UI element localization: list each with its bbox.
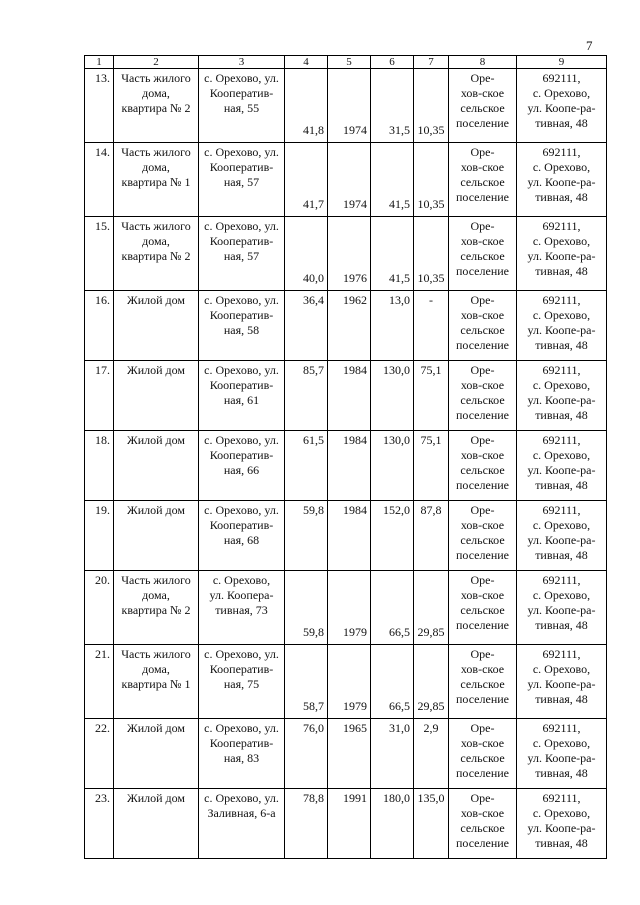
row-number-cell: 18. <box>85 431 114 501</box>
owner-address-cell-line: 692111, <box>542 219 581 233</box>
year-cell: 1979 <box>328 645 371 719</box>
land-area-cell: 31,5 <box>371 69 414 143</box>
owner-cell-line: хов-ское <box>460 308 505 322</box>
owner-cell-line: сельское <box>460 175 505 189</box>
owner-address-cell-line: 692111, <box>542 293 581 307</box>
address-cell <box>199 431 285 501</box>
address-cell-line: Кооператив- <box>209 736 274 750</box>
address-cell-line: Кооператив- <box>209 518 274 532</box>
table-row <box>85 69 607 143</box>
owner-address-cell <box>517 571 607 645</box>
owner-address-cell <box>517 143 607 217</box>
area-cell: 59,8 <box>285 571 328 645</box>
address-cell <box>199 571 285 645</box>
land-area-cell: 13,0 <box>371 291 414 361</box>
owner-cell-line: сельское <box>460 677 505 691</box>
address-cell-line: с. Орехово, ул. <box>204 293 279 307</box>
address-cell <box>199 645 285 719</box>
owner-address-cell-line: ул. Коопе-ра- <box>527 603 596 617</box>
owner-cell-line: Оре- <box>470 293 495 307</box>
owner-address-cell-line: 692111, <box>542 791 581 805</box>
object-name-cell <box>114 431 199 501</box>
table-row <box>85 719 607 789</box>
owner-cell-line: поселение <box>455 618 509 632</box>
value-cell: 75,1 <box>414 431 449 501</box>
object-name-cell-line: Часть жилого <box>121 71 191 85</box>
owner-address-cell-line: с. Орехово, <box>532 86 591 100</box>
address-cell-line: Кооператив- <box>209 234 274 248</box>
table-header-row <box>85 56 607 69</box>
row-number-cell: 17. <box>85 361 114 431</box>
owner-address-cell-line: тивная, 48 <box>535 836 588 850</box>
owner-address-cell <box>517 719 607 789</box>
owner-cell-line: Оре- <box>470 363 495 377</box>
table-row <box>85 291 607 361</box>
owner-cell <box>449 143 517 217</box>
address-cell-line: ная, 57 <box>223 175 260 189</box>
area-cell: 41,7 <box>285 143 328 217</box>
row-number-cell: 23. <box>85 789 114 859</box>
area-cell: 85,7 <box>285 361 328 431</box>
row-number-cell: 13. <box>85 69 114 143</box>
address-cell-line: с. Орехово, ул. <box>204 433 279 447</box>
address-cell <box>199 501 285 571</box>
column-header: 5 <box>328 56 371 69</box>
object-name-cell-line: дома, <box>142 160 170 174</box>
object-name-cell <box>114 361 199 431</box>
owner-address-cell-line: ул. Коопе-ра- <box>527 101 596 115</box>
owner-address-cell-line: с. Орехово, <box>532 378 591 392</box>
address-cell-line: с. Орехово, ул. <box>204 791 279 805</box>
owner-address-cell-line: 692111, <box>542 573 581 587</box>
owner-cell-line: поселение <box>455 548 509 562</box>
address-cell <box>199 361 285 431</box>
address-cell-line: с. Орехово, ул. <box>204 647 279 661</box>
year-cell: 1984 <box>328 501 371 571</box>
column-header: 9 <box>517 56 607 69</box>
object-name-cell <box>114 571 199 645</box>
row-number-cell: 19. <box>85 501 114 571</box>
object-name-cell-line: Жилой дом <box>126 791 186 805</box>
owner-address-cell-line: тивная, 48 <box>535 116 588 130</box>
year-cell: 1974 <box>328 69 371 143</box>
address-cell-line: ная, 57 <box>223 249 260 263</box>
property-table <box>84 55 607 859</box>
address-cell-line: Кооператив- <box>209 308 274 322</box>
owner-cell-line: хов-ское <box>460 378 505 392</box>
row-number-cell: 16. <box>85 291 114 361</box>
owner-cell-line: поселение <box>455 836 509 850</box>
owner-address-cell <box>517 291 607 361</box>
owner-address-cell-line: тивная, 48 <box>535 408 588 422</box>
address-cell-line: Кооператив- <box>209 86 274 100</box>
owner-cell <box>449 69 517 143</box>
owner-address-cell <box>517 217 607 291</box>
owner-cell-line: сельское <box>460 533 505 547</box>
value-cell: 10,35 <box>414 143 449 217</box>
owner-cell <box>449 571 517 645</box>
owner-cell-line: Оре- <box>470 145 495 159</box>
table-row <box>85 645 607 719</box>
owner-cell-line: Оре- <box>470 219 495 233</box>
owner-cell <box>449 645 517 719</box>
address-cell-line: Кооператив- <box>209 448 274 462</box>
table-row <box>85 361 607 431</box>
owner-address-cell-line: ул. Коопе-ра- <box>527 249 596 263</box>
owner-address-cell <box>517 789 607 859</box>
address-cell-line: тивная, 73 <box>215 603 268 617</box>
row-number-cell: 21. <box>85 645 114 719</box>
object-name-cell <box>114 501 199 571</box>
owner-cell-line: сельское <box>460 463 505 477</box>
owner-cell-line: Оре- <box>470 433 495 447</box>
owner-cell-line: Оре- <box>470 791 495 805</box>
owner-cell-line: хов-ское <box>460 448 505 462</box>
address-cell-line: с. Орехово, ул. <box>204 721 279 735</box>
area-cell: 58,7 <box>285 645 328 719</box>
year-cell: 1965 <box>328 719 371 789</box>
land-area-cell: 66,5 <box>371 571 414 645</box>
owner-address-cell-line: ул. Коопе-ра- <box>527 393 596 407</box>
column-header: 8 <box>449 56 517 69</box>
owner-cell-line: хов-ское <box>460 518 505 532</box>
owner-cell-line: Оре- <box>470 503 495 517</box>
table-row <box>85 143 607 217</box>
owner-cell-line: хов-ское <box>460 736 505 750</box>
address-cell-line: ная, 55 <box>223 101 260 115</box>
address-cell-line: Кооператив- <box>209 662 274 676</box>
owner-cell-line: сельское <box>460 323 505 337</box>
owner-address-cell-line: с. Орехово, <box>532 518 591 532</box>
owner-address-cell-line: тивная, 48 <box>535 766 588 780</box>
object-name-cell-line: Часть жилого <box>121 573 191 587</box>
land-area-cell: 31,0 <box>371 719 414 789</box>
address-cell-line: Кооператив- <box>209 378 274 392</box>
object-name-cell-line: квартира № 1 <box>121 175 191 189</box>
object-name-cell-line: Жилой дом <box>126 363 186 377</box>
owner-address-cell-line: 692111, <box>542 71 581 85</box>
table-row <box>85 431 607 501</box>
owner-address-cell-line: с. Орехово, <box>532 588 591 602</box>
year-cell: 1974 <box>328 143 371 217</box>
address-cell-line: с. Орехово, ул. <box>204 363 279 377</box>
value-cell: 29,85 <box>414 571 449 645</box>
owner-cell-line: поселение <box>455 338 509 352</box>
address-cell-line: Кооператив- <box>209 160 274 174</box>
owner-address-cell-line: тивная, 48 <box>535 692 588 706</box>
value-cell: 2,9 <box>414 719 449 789</box>
owner-address-cell-line: ул. Коопе-ра- <box>527 677 596 691</box>
area-cell: 36,4 <box>285 291 328 361</box>
owner-cell <box>449 291 517 361</box>
address-cell-line: ная, 58 <box>223 323 260 337</box>
object-name-cell-line: дома, <box>142 86 170 100</box>
value-cell: - <box>414 291 449 361</box>
owner-address-cell <box>517 69 607 143</box>
owner-address-cell-line: 692111, <box>542 721 581 735</box>
value-cell: 29,85 <box>414 645 449 719</box>
owner-cell-line: сельское <box>460 751 505 765</box>
row-number-cell: 15. <box>85 217 114 291</box>
owner-address-cell-line: с. Орехово, <box>532 234 591 248</box>
area-cell: 40,0 <box>285 217 328 291</box>
address-cell-line: ная, 61 <box>223 393 260 407</box>
owner-address-cell-line: с. Орехово, <box>532 662 591 676</box>
table-row <box>85 217 607 291</box>
owner-address-cell-line: ул. Коопе-ра- <box>527 463 596 477</box>
object-name-cell <box>114 719 199 789</box>
area-cell: 59,8 <box>285 501 328 571</box>
address-cell-line: Заливная, 6-а <box>207 806 276 820</box>
value-cell: 10,35 <box>414 217 449 291</box>
owner-address-cell-line: ул. Коопе-ра- <box>527 323 596 337</box>
address-cell <box>199 69 285 143</box>
owner-address-cell <box>517 361 607 431</box>
owner-address-cell-line: с. Орехово, <box>532 308 591 322</box>
owner-cell-line: хов-ское <box>460 662 505 676</box>
object-name-cell-line: квартира № 2 <box>121 603 191 617</box>
owner-cell-line: хов-ское <box>460 588 505 602</box>
year-cell: 1984 <box>328 361 371 431</box>
address-cell <box>199 719 285 789</box>
value-cell: 75,1 <box>414 361 449 431</box>
row-number-cell: 14. <box>85 143 114 217</box>
owner-address-cell-line: ул. Коопе-ра- <box>527 751 596 765</box>
address-cell-line: с. Орехово, ул. <box>204 503 279 517</box>
owner-address-cell-line: 692111, <box>542 145 581 159</box>
object-name-cell-line: Жилой дом <box>126 721 186 735</box>
owner-address-cell-line: ул. Коопе-ра- <box>527 175 596 189</box>
address-cell-line: с. Орехово, ул. <box>204 71 279 85</box>
owner-address-cell-line: с. Орехово, <box>532 736 591 750</box>
owner-cell-line: поселение <box>455 692 509 706</box>
owner-cell <box>449 217 517 291</box>
value-cell: 87,8 <box>414 501 449 571</box>
owner-cell-line: хов-ское <box>460 160 505 174</box>
owner-address-cell-line: 692111, <box>542 433 581 447</box>
owner-address-cell-line: 692111, <box>542 503 581 517</box>
owner-cell-line: Оре- <box>470 71 495 85</box>
address-cell-line: с. Орехово, <box>212 573 271 587</box>
address-cell <box>199 217 285 291</box>
owner-address-cell <box>517 431 607 501</box>
owner-cell-line: сельское <box>460 249 505 263</box>
owner-cell-line: поселение <box>455 766 509 780</box>
owner-address-cell-line: тивная, 48 <box>535 338 588 352</box>
object-name-cell-line: Жилой дом <box>126 503 186 517</box>
owner-cell-line: сельское <box>460 603 505 617</box>
object-name-cell <box>114 143 199 217</box>
value-cell: 135,0 <box>414 789 449 859</box>
object-name-cell-line: квартира № 2 <box>121 101 191 115</box>
address-cell-line: ная, 68 <box>223 533 260 547</box>
object-name-cell <box>114 645 199 719</box>
year-cell: 1962 <box>328 291 371 361</box>
land-area-cell: 130,0 <box>371 431 414 501</box>
owner-cell-line: поселение <box>455 264 509 278</box>
owner-address-cell-line: 692111, <box>542 363 581 377</box>
address-cell <box>199 291 285 361</box>
object-name-cell-line: Часть жилого <box>121 219 191 233</box>
object-name-cell <box>114 217 199 291</box>
area-cell: 61,5 <box>285 431 328 501</box>
year-cell: 1976 <box>328 217 371 291</box>
land-area-cell: 130,0 <box>371 361 414 431</box>
owner-cell-line: поселение <box>455 116 509 130</box>
owner-address-cell-line: с. Орехово, <box>532 806 591 820</box>
owner-address-cell-line: ул. Коопе-ра- <box>527 533 596 547</box>
owner-cell-line: сельское <box>460 101 505 115</box>
area-cell: 41,8 <box>285 69 328 143</box>
owner-cell-line: Оре- <box>470 647 495 661</box>
address-cell-line: ул. Коопера- <box>209 588 274 602</box>
address-cell <box>199 789 285 859</box>
owner-address-cell-line: тивная, 48 <box>535 478 588 492</box>
table-row <box>85 571 607 645</box>
object-name-cell-line: Часть жилого <box>121 647 191 661</box>
land-area-cell: 41,5 <box>371 217 414 291</box>
column-header: 7 <box>414 56 449 69</box>
owner-cell-line: поселение <box>455 478 509 492</box>
address-cell-line: ная, 83 <box>223 751 260 765</box>
row-number-cell: 20. <box>85 571 114 645</box>
area-cell: 76,0 <box>285 719 328 789</box>
owner-address-cell <box>517 645 607 719</box>
column-header: 1 <box>85 56 114 69</box>
owner-address-cell-line: тивная, 48 <box>535 190 588 204</box>
owner-cell <box>449 501 517 571</box>
owner-address-cell-line: ул. Коопе-ра- <box>527 821 596 835</box>
object-name-cell-line: Жилой дом <box>126 293 186 307</box>
address-cell-line: ная, 75 <box>223 677 260 691</box>
owner-address-cell-line: тивная, 48 <box>535 618 588 632</box>
owner-cell-line: поселение <box>455 190 509 204</box>
table-row <box>85 501 607 571</box>
land-area-cell: 180,0 <box>371 789 414 859</box>
object-name-cell-line: Часть жилого <box>121 145 191 159</box>
land-area-cell: 41,5 <box>371 143 414 217</box>
object-name-cell-line: дома, <box>142 234 170 248</box>
area-cell: 78,8 <box>285 789 328 859</box>
owner-cell <box>449 431 517 501</box>
owner-cell-line: Оре- <box>470 573 495 587</box>
year-cell: 1979 <box>328 571 371 645</box>
object-name-cell-line: дома, <box>142 588 170 602</box>
owner-address-cell-line: тивная, 48 <box>535 264 588 278</box>
owner-cell-line: поселение <box>455 408 509 422</box>
owner-cell-line: хов-ское <box>460 234 505 248</box>
object-name-cell-line: Жилой дом <box>126 433 186 447</box>
value-cell: 10,35 <box>414 69 449 143</box>
page-number: 7 <box>586 38 593 53</box>
owner-address-cell <box>517 501 607 571</box>
owner-address-cell-line: 692111, <box>542 647 581 661</box>
land-area-cell: 66,5 <box>371 645 414 719</box>
year-cell: 1991 <box>328 789 371 859</box>
column-header: 3 <box>199 56 285 69</box>
address-cell <box>199 143 285 217</box>
owner-cell <box>449 361 517 431</box>
column-header: 4 <box>285 56 328 69</box>
owner-cell-line: сельское <box>460 393 505 407</box>
object-name-cell <box>114 69 199 143</box>
object-name-cell-line: дома, <box>142 662 170 676</box>
column-header: 2 <box>114 56 199 69</box>
owner-cell-line: Оре- <box>470 721 495 735</box>
row-number-cell: 22. <box>85 719 114 789</box>
land-area-cell: 152,0 <box>371 501 414 571</box>
year-cell: 1984 <box>328 431 371 501</box>
owner-cell-line: сельское <box>460 821 505 835</box>
address-cell-line: с. Орехово, ул. <box>204 145 279 159</box>
address-cell-line: ная, 66 <box>223 463 260 477</box>
object-name-cell <box>114 291 199 361</box>
table-row <box>85 789 607 859</box>
object-name-cell-line: квартира № 1 <box>121 677 191 691</box>
object-name-cell-line: квартира № 2 <box>121 249 191 263</box>
column-header: 6 <box>371 56 414 69</box>
object-name-cell <box>114 789 199 859</box>
owner-address-cell-line: с. Орехово, <box>532 160 591 174</box>
owner-address-cell-line: тивная, 48 <box>535 548 588 562</box>
address-cell-line: с. Орехово, ул. <box>204 219 279 233</box>
owner-cell-line: хов-ское <box>460 86 505 100</box>
owner-cell <box>449 719 517 789</box>
owner-cell-line: хов-ское <box>460 806 505 820</box>
owner-cell <box>449 789 517 859</box>
owner-address-cell-line: с. Орехово, <box>532 448 591 462</box>
